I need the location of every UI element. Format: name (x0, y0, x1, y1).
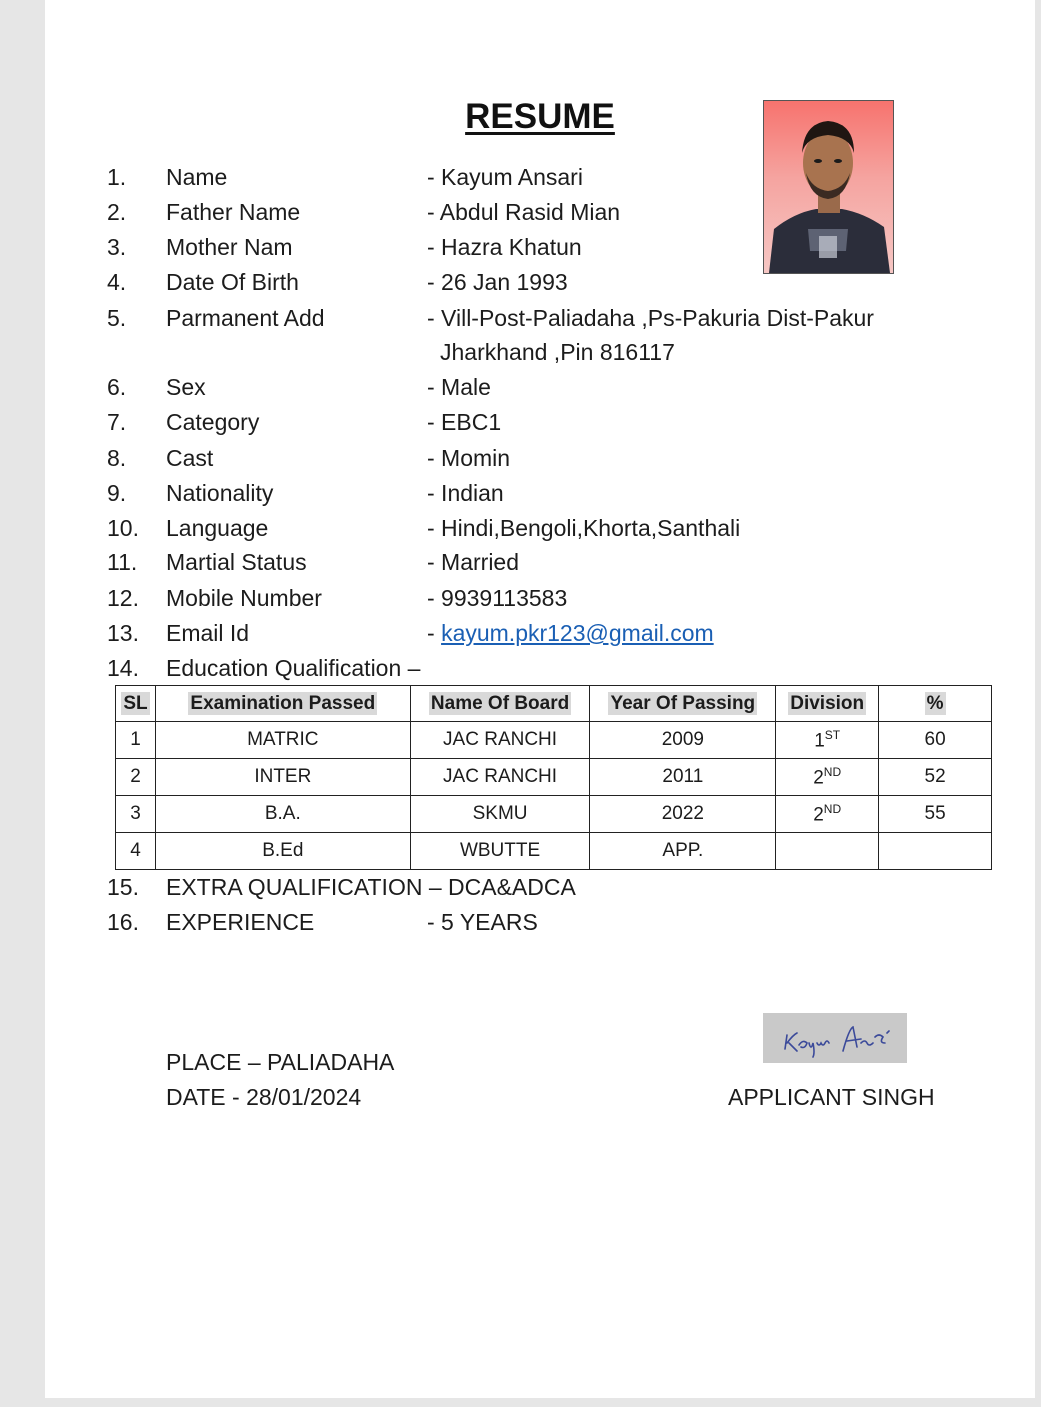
field-number: 13. (107, 620, 139, 646)
field-label: Education Qualification – (166, 655, 421, 681)
cell-sl: 2 (116, 759, 156, 796)
cell-board: JAC RANCHI (410, 722, 590, 759)
signature-image (763, 1013, 907, 1063)
field-value: - Hindi,Bengoli,Khorta,Santhali (427, 515, 741, 541)
cell-board: JAC RANCHI (410, 759, 590, 796)
field-label: Father Name (166, 199, 301, 225)
resume-title: RESUME (465, 97, 615, 136)
cell-exam: B.Ed (155, 833, 410, 870)
field-number: 4. (107, 269, 127, 295)
field-label: Cast (166, 445, 214, 471)
table-row (116, 759, 992, 796)
field-number: 15. (107, 874, 139, 900)
field-value: - 26 Jan 1993 (427, 269, 568, 295)
field-label: Nationality (166, 480, 274, 506)
field-number: 2. (107, 199, 127, 225)
header-year: Year Of Passing (590, 686, 776, 722)
field-number: 6. (107, 374, 127, 400)
cell-exam: MATRIC (155, 722, 410, 759)
education-table (115, 685, 992, 870)
cell-exam: INTER (155, 759, 410, 796)
cell-board: SKMU (410, 796, 590, 833)
cell-sl: 1 (116, 722, 156, 759)
header-board: Name Of Board (410, 686, 590, 722)
cell-percent: 52 (879, 759, 992, 796)
applicant-photo (763, 100, 894, 274)
header-examination: Examination Passed (155, 686, 410, 722)
cell-year: APP. (590, 833, 776, 870)
field-number: 16. (107, 909, 139, 935)
cell-percent: 60 (879, 722, 992, 759)
field-number: 8. (107, 445, 127, 471)
field-number: 5. (107, 305, 127, 331)
field-value: - Male (427, 374, 491, 400)
field-value: - Hazra Khatun (427, 234, 582, 260)
field-label: Language (166, 515, 269, 541)
field-value: - Indian (427, 480, 504, 506)
cell-year: 2011 (590, 759, 776, 796)
cell-exam: B.A. (155, 796, 410, 833)
field-value: - 5 YEARS (427, 909, 538, 935)
cell-percent (879, 833, 992, 870)
field-value: - Momin (427, 445, 511, 471)
place: PLACE – PALIADAHA (166, 1049, 395, 1075)
field-label: Date Of Birth (166, 269, 299, 295)
field-value: - EBC1 (427, 409, 502, 435)
field-label: Mother Nam (166, 234, 293, 260)
field-value: - Kayum Ansari (427, 164, 583, 190)
header-percent: % (879, 686, 992, 722)
field-label: Email Id (166, 620, 250, 646)
cell-division: 2ND (776, 759, 879, 796)
field-label: Parmanent Add (166, 305, 325, 331)
field-label: Martial Status (166, 549, 307, 575)
field-number: 3. (107, 234, 127, 260)
table-row (116, 796, 992, 833)
email-link[interactable]: kayum.pkr123@gmail.com (441, 620, 714, 646)
cell-sl: 4 (116, 833, 156, 870)
date: DATE - 28/01/2024 (166, 1084, 362, 1110)
field-label: EXTRA QUALIFICATION – DCA&ADCA (166, 874, 576, 900)
cell-division: 1ST (776, 722, 879, 759)
cell-division: 2ND (776, 796, 879, 833)
cell-percent: 55 (879, 796, 992, 833)
field-number: 11. (107, 549, 138, 575)
education-table-header (116, 686, 992, 722)
field-number: 9. (107, 480, 127, 506)
field-number: 10. (107, 515, 139, 541)
field-value: - Married (427, 549, 520, 575)
field-value: - 9939113583 (427, 585, 568, 611)
field-label: Category (166, 409, 260, 435)
cell-sl: 3 (116, 796, 156, 833)
cell-division (776, 833, 879, 870)
applicant-sign-label: APPLICANT SINGH (728, 1084, 935, 1110)
field-label: EXPERIENCE (166, 909, 315, 935)
cell-year: 2009 (590, 722, 776, 759)
field-number: 14. (107, 655, 139, 681)
field-value: - Abdul Rasid Mian (427, 199, 621, 225)
field-number: 7. (107, 409, 127, 435)
field-label: Name (166, 164, 228, 190)
table-row (116, 833, 992, 870)
header-sl: SL (116, 686, 156, 722)
field-label: Mobile Number (166, 585, 322, 611)
table-row (116, 722, 992, 759)
field-number: 12. (107, 585, 139, 611)
cell-year: 2022 (590, 796, 776, 833)
field-number: 1. (107, 164, 127, 190)
cell-board: WBUTTE (410, 833, 590, 870)
field-value: - Vill-Post-Paliadaha ,Ps-Pakuria Dist-Pakur (427, 305, 874, 331)
field-label: Sex (166, 374, 206, 400)
field-value: - kayum.pkr123@gmail.com (427, 620, 714, 646)
header-division: Division (776, 686, 879, 722)
field-value-continued: Jharkhand ,Pin 816117 (440, 339, 675, 365)
